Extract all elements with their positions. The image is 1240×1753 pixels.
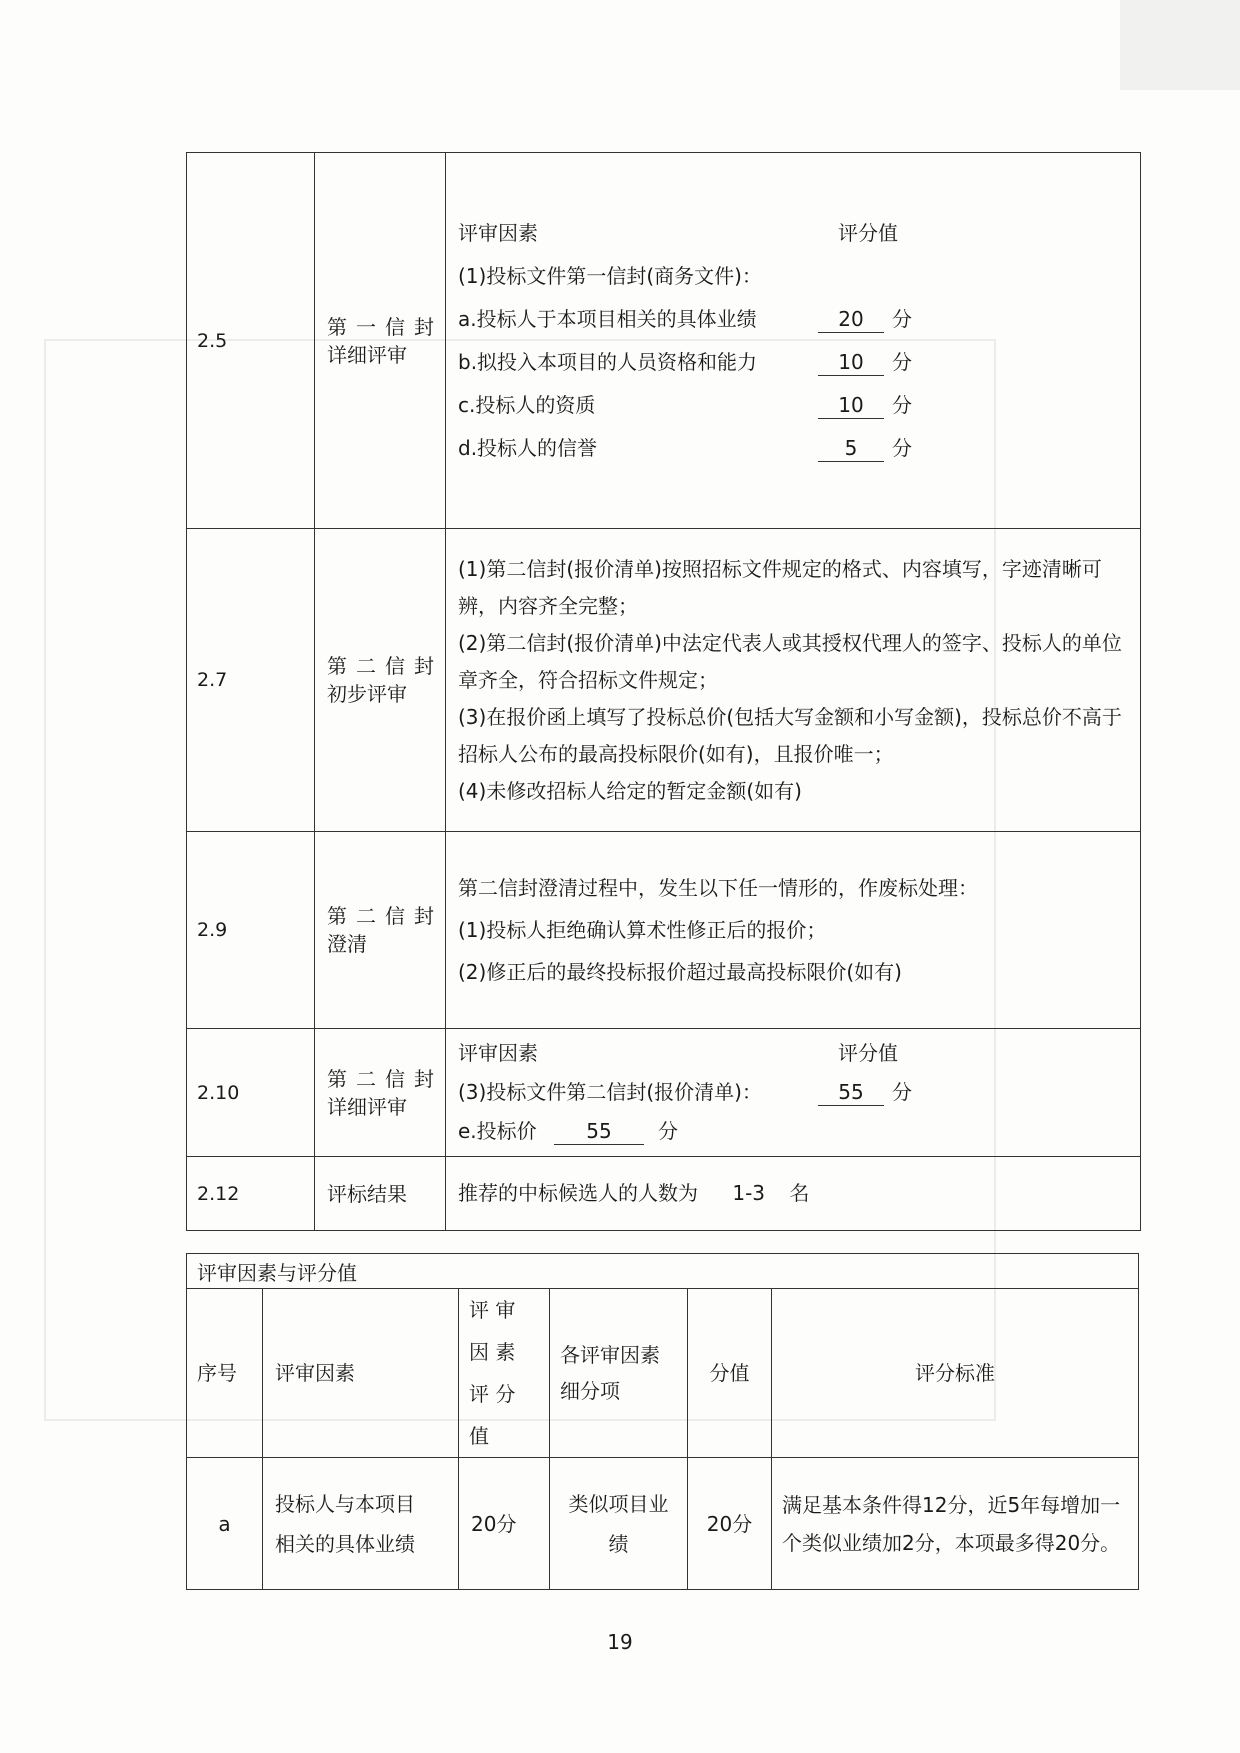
cell-line: 相关的具体业绩 [275, 1531, 415, 1556]
item-value: 5 [818, 435, 884, 462]
cell-seq: a [187, 1458, 263, 1590]
item-value: 10 [818, 349, 884, 376]
row-content [446, 1157, 1141, 1231]
table-row [187, 153, 1141, 529]
label-line: 第二信封 [327, 1066, 443, 1091]
score-item [458, 298, 1130, 341]
header-factor: 评审因素 [458, 1041, 538, 1065]
paragraph: (1)第二信封(报价清单)按照招标文件规定的格式、内容填写，字迹清晰可辨，内容齐全完整； [458, 556, 1102, 618]
paragraph: (1)投标人拒绝确认算术性修正后的报价； [458, 918, 827, 942]
label-line: 详细评审 [327, 342, 407, 367]
header-seq: 序号 [187, 1289, 263, 1458]
item-unit: 分 [892, 349, 912, 374]
item-text: c.投标人的资质 [458, 392, 596, 417]
header-standard: 评分标准 [772, 1289, 1139, 1458]
row-number: 2.9 [187, 832, 315, 1029]
label-line: 第一信封 [327, 314, 443, 339]
item-text: (3)投标文件第二信封(报价清单)： [458, 1080, 762, 1104]
table-row [187, 832, 1141, 1029]
header-line: 评 审 [469, 1298, 516, 1322]
paragraph: (2)第二信封(报价清单)中法定代表人或其授权代理人的签字、投标人的单位章齐全，符合招标文件规定； [458, 630, 1122, 692]
intro-line: (1)投标文件第一信封(商务文件)： [458, 263, 762, 288]
header-line: 因 素 [469, 1340, 516, 1364]
item-value: 20 [818, 306, 884, 333]
cell-factor [263, 1458, 459, 1590]
score-item [458, 427, 1130, 470]
header-factor: 评审因素 [458, 220, 538, 245]
item-unit: 分 [892, 1080, 912, 1104]
item-text: b.拟投入本项目的人员资格和能力 [458, 349, 758, 374]
item-text: d.投标人的信誉 [458, 435, 598, 460]
row-label [315, 529, 446, 832]
header-line: 值 [469, 1424, 489, 1448]
scoring-table [186, 1253, 1139, 1590]
review-method-table [186, 152, 1141, 1231]
paragraph: (4)未修改招标人给定的暂定金额(如有) [458, 778, 802, 803]
cell-standard: 满足基本条件得12分，近5年每增加一个类似业绩加2分，本项最多得20分。 [772, 1458, 1139, 1590]
header-line: 细分项 [560, 1379, 620, 1403]
row-content [446, 529, 1141, 832]
header-score: 评分值 [838, 1041, 898, 1065]
table-title: 评审因素与评分值 [187, 1254, 1139, 1289]
row-number: 2.12 [187, 1157, 315, 1231]
item-value: 55 [818, 1079, 884, 1106]
row-number: 2.5 [187, 153, 315, 529]
table-row [187, 1029, 1141, 1157]
cell-line: 投标人与本项目 [275, 1491, 415, 1516]
paragraph: (3)在报价函上填写了投标总价(包括大写金额和小写金额)，投标总价不高于招标人公布的最高投标限价(如有)，且报价唯一； [458, 704, 1122, 766]
item-unit: 分 [892, 306, 912, 331]
item-text: e.投标价 [458, 1119, 537, 1143]
page-number: 19 [607, 1630, 633, 1654]
header-line: 各评审因素 [560, 1343, 660, 1367]
label-line: 澄清 [327, 932, 367, 956]
result-value: 1-3 [732, 1181, 766, 1205]
label-line: 初步评审 [327, 682, 407, 706]
score-item [458, 1112, 1130, 1151]
header-factor-score [459, 1289, 550, 1458]
row-label [315, 153, 446, 529]
paragraph: (2)修正后的最终投标报价超过最高投标限价(如有) [458, 960, 902, 984]
paragraph: 第二信封澄清过程中，发生以下任一情形的，作废标处理： [458, 876, 978, 900]
score-header [458, 212, 1130, 255]
row-label [315, 832, 446, 1029]
header-score: 分值 [688, 1289, 772, 1458]
header-line: 评 分 [469, 1382, 516, 1406]
table-row [187, 529, 1141, 832]
score-item [458, 341, 1130, 384]
cell-line: 绩 [608, 1531, 629, 1556]
score-header [458, 1034, 1130, 1073]
row-content [446, 832, 1141, 1029]
table-row [187, 1458, 1139, 1590]
table-title-row [187, 1254, 1139, 1289]
cell-score: 20分 [688, 1458, 772, 1590]
row-content [446, 153, 1141, 529]
item-value: 10 [818, 392, 884, 419]
label-line: 详细评审 [327, 1094, 407, 1119]
table-row [187, 1157, 1141, 1231]
row-content [446, 1029, 1141, 1157]
item-text: a.投标人于本项目相关的具体业绩 [458, 306, 757, 331]
item-value: 55 [554, 1118, 644, 1145]
result-suffix: 名 [789, 1181, 810, 1205]
row-number: 2.7 [187, 529, 315, 832]
score-item [458, 1073, 1130, 1112]
header-score: 评分值 [838, 220, 898, 245]
cell-subitem [550, 1458, 688, 1590]
row-number: 2.10 [187, 1029, 315, 1157]
item-unit: 分 [892, 435, 912, 460]
cell-factor-score: 20分 [459, 1458, 550, 1590]
row-label: 评标结果 [315, 1157, 446, 1231]
row-label [315, 1029, 446, 1157]
item-unit: 分 [658, 1119, 678, 1143]
header-factor: 评审因素 [263, 1289, 459, 1458]
table-header-row [187, 1289, 1139, 1458]
result-text: 推荐的中标候选人的人数为 [458, 1181, 698, 1205]
cell-line: 类似项目业 [568, 1491, 669, 1516]
label-line: 第二信封 [327, 904, 443, 928]
item-unit: 分 [892, 392, 912, 417]
score-item [458, 384, 1130, 427]
header-subitem [550, 1289, 688, 1458]
label-line: 第二信封 [327, 654, 443, 678]
